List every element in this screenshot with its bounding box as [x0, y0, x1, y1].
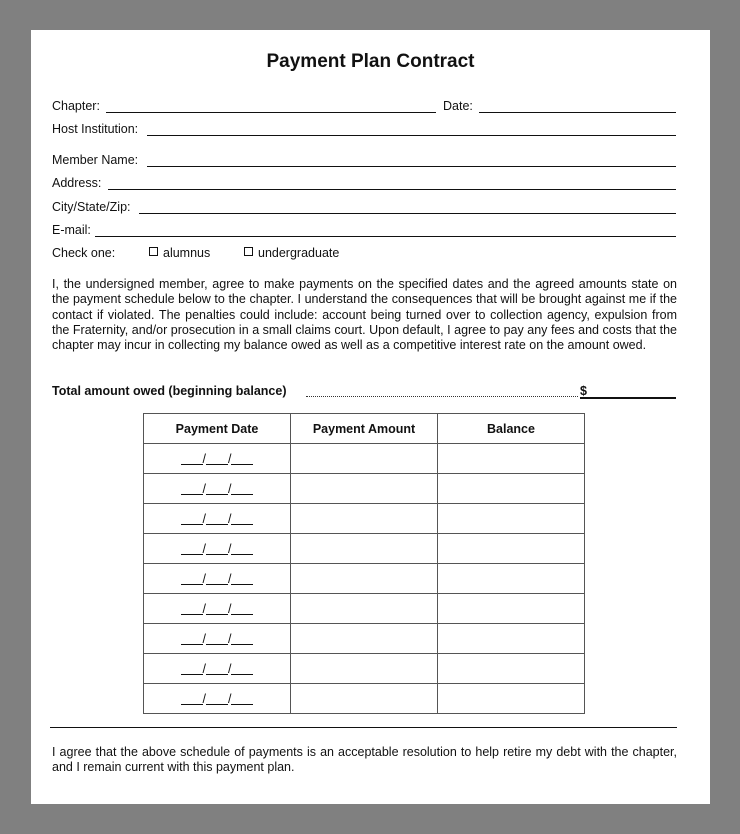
undergraduate-label: undergraduate — [258, 246, 340, 260]
payment-date-cell[interactable] — [144, 444, 291, 474]
payment-date-cell[interactable] — [144, 684, 291, 714]
date-blank-line[interactable] — [231, 543, 253, 555]
document-page — [31, 30, 710, 804]
date-blank-line[interactable] — [231, 483, 253, 495]
payment-amount-cell[interactable] — [291, 624, 438, 654]
undergraduate-option[interactable] — [244, 246, 339, 260]
date-blank-line[interactable] — [231, 603, 253, 615]
payment-amount-cell[interactable] — [291, 534, 438, 564]
balance-cell[interactable] — [438, 624, 585, 654]
date-blank-line[interactable] — [231, 573, 253, 585]
date-separator: / — [228, 571, 232, 586]
table-row — [144, 474, 585, 504]
date-separator: / — [202, 601, 206, 616]
date-blank-line[interactable] — [231, 513, 253, 525]
payment-amount-cell[interactable] — [291, 504, 438, 534]
balance-cell[interactable] — [438, 504, 585, 534]
date-blank-line[interactable] — [231, 453, 253, 465]
table-row — [144, 504, 585, 534]
date-blank-line[interactable] — [206, 453, 228, 465]
host-institution-label: Host Institution: — [52, 122, 139, 136]
date-label: Date: — [443, 99, 473, 113]
payment-amount-cell[interactable] — [291, 594, 438, 624]
total-amount-label: Total amount owed (beginning balance) — [52, 384, 287, 398]
date-separator: / — [202, 481, 206, 496]
city-state-zip-field[interactable] — [139, 213, 676, 214]
total-leader-dots — [306, 396, 578, 397]
balance-cell[interactable] — [438, 684, 585, 714]
date-blank-line[interactable] — [231, 663, 253, 675]
date-blank-line[interactable] — [181, 663, 203, 675]
balance-cell[interactable] — [438, 564, 585, 594]
date-blank-line[interactable] — [206, 513, 228, 525]
payment-date-cell[interactable] — [144, 564, 291, 594]
balance-cell[interactable] — [438, 474, 585, 504]
member-name-label: Member Name: — [52, 153, 139, 167]
alumnus-checkbox[interactable] — [149, 247, 158, 256]
date-separator: / — [228, 631, 232, 646]
payment-date-cell[interactable] — [144, 504, 291, 534]
section-divider — [50, 727, 677, 728]
table-row — [144, 594, 585, 624]
date-blank-line[interactable] — [206, 543, 228, 555]
chapter-label: Chapter: — [52, 99, 100, 113]
date-separator: / — [202, 541, 206, 556]
header-payment-date: Payment Date — [144, 414, 291, 444]
email-field[interactable] — [95, 236, 676, 237]
date-separator: / — [202, 631, 206, 646]
date-separator: / — [228, 481, 232, 496]
agreement-paragraph: I, the undersigned member, agree to make payments on the specified dates and the agreed amounts state on the payment schedule below to the chapter. I understand the consequences that will be brought against me if the contact if violated. The penalties could include: account being turned over to collection agency, expulsion from the Fraternity, and/or prosecution in a small claims court. Upon default, I agree to pay any fees and costs that the chapter may incur in collecting my balance owed as well as a competitive interest rate on the amount owed. — [52, 277, 677, 353]
check-one-label: Check one: — [52, 246, 116, 260]
balance-cell[interactable] — [438, 594, 585, 624]
table-row — [144, 684, 585, 714]
address-field[interactable] — [108, 189, 676, 190]
host-institution-field[interactable] — [147, 135, 676, 136]
address-label: Address: — [52, 176, 102, 190]
date-separator: / — [202, 661, 206, 676]
balance-cell[interactable] — [438, 654, 585, 684]
city-state-zip-label: City/State/Zip: — [52, 200, 131, 214]
email-label: E-mail: — [52, 223, 91, 237]
payment-amount-cell[interactable] — [291, 444, 438, 474]
date-blank-line[interactable] — [181, 543, 203, 555]
table-row — [144, 654, 585, 684]
date-field[interactable] — [479, 112, 676, 113]
member-name-field[interactable] — [147, 166, 676, 167]
payment-amount-cell[interactable] — [291, 684, 438, 714]
payment-schedule-table — [143, 413, 585, 714]
balance-cell[interactable] — [438, 534, 585, 564]
page-title: Payment Plan Contract — [266, 51, 475, 72]
payment-date-cell[interactable] — [144, 534, 291, 564]
payment-date-cell[interactable] — [144, 594, 291, 624]
date-blank-line[interactable] — [181, 573, 203, 585]
table-row — [144, 444, 585, 474]
date-blank-line[interactable] — [231, 693, 253, 705]
balance-cell[interactable] — [438, 444, 585, 474]
payment-amount-cell[interactable] — [291, 474, 438, 504]
date-separator: / — [202, 691, 206, 706]
date-blank-line[interactable] — [181, 603, 203, 615]
date-separator: / — [228, 601, 232, 616]
date-separator: / — [228, 511, 232, 526]
date-blank-line[interactable] — [181, 693, 203, 705]
date-separator: / — [202, 571, 206, 586]
undergraduate-checkbox[interactable] — [244, 247, 253, 256]
payment-amount-cell[interactable] — [291, 564, 438, 594]
date-separator: / — [228, 451, 232, 466]
total-amount-field[interactable] — [580, 397, 676, 399]
date-blank-line[interactable] — [181, 513, 203, 525]
date-blank-line[interactable] — [206, 663, 228, 675]
payment-date-cell[interactable] — [144, 654, 291, 684]
alumnus-label: alumnus — [163, 246, 211, 260]
date-blank-line[interactable] — [181, 453, 203, 465]
schedule-body — [144, 444, 585, 714]
payment-amount-cell[interactable] — [291, 654, 438, 684]
date-blank-line[interactable] — [206, 633, 228, 645]
payment-date-cell[interactable] — [144, 624, 291, 654]
date-separator: / — [202, 511, 206, 526]
table-header-row — [144, 414, 585, 444]
alumnus-option[interactable] — [149, 246, 210, 260]
date-blank-line[interactable] — [181, 483, 203, 495]
date-blank-line[interactable] — [181, 633, 203, 645]
table-row — [144, 564, 585, 594]
header-payment-amount: Payment Amount — [291, 414, 438, 444]
header-balance: Balance — [438, 414, 585, 444]
chapter-field[interactable] — [106, 112, 436, 113]
date-blank-line[interactable] — [206, 693, 228, 705]
total-currency: $ — [580, 384, 587, 398]
date-separator: / — [228, 691, 232, 706]
date-separator: / — [228, 661, 232, 676]
date-blank-line[interactable] — [206, 573, 228, 585]
table-row — [144, 624, 585, 654]
payment-date-cell[interactable] — [144, 474, 291, 504]
date-separator: / — [202, 451, 206, 466]
date-separator: / — [228, 541, 232, 556]
closing-paragraph: I agree that the above schedule of payments is an acceptable resolution to help retire my debt with the chapter, and I remain current with this payment plan. — [52, 745, 677, 775]
table-row — [144, 534, 585, 564]
date-blank-line[interactable] — [206, 483, 228, 495]
date-blank-line[interactable] — [231, 633, 253, 645]
date-blank-line[interactable] — [206, 603, 228, 615]
